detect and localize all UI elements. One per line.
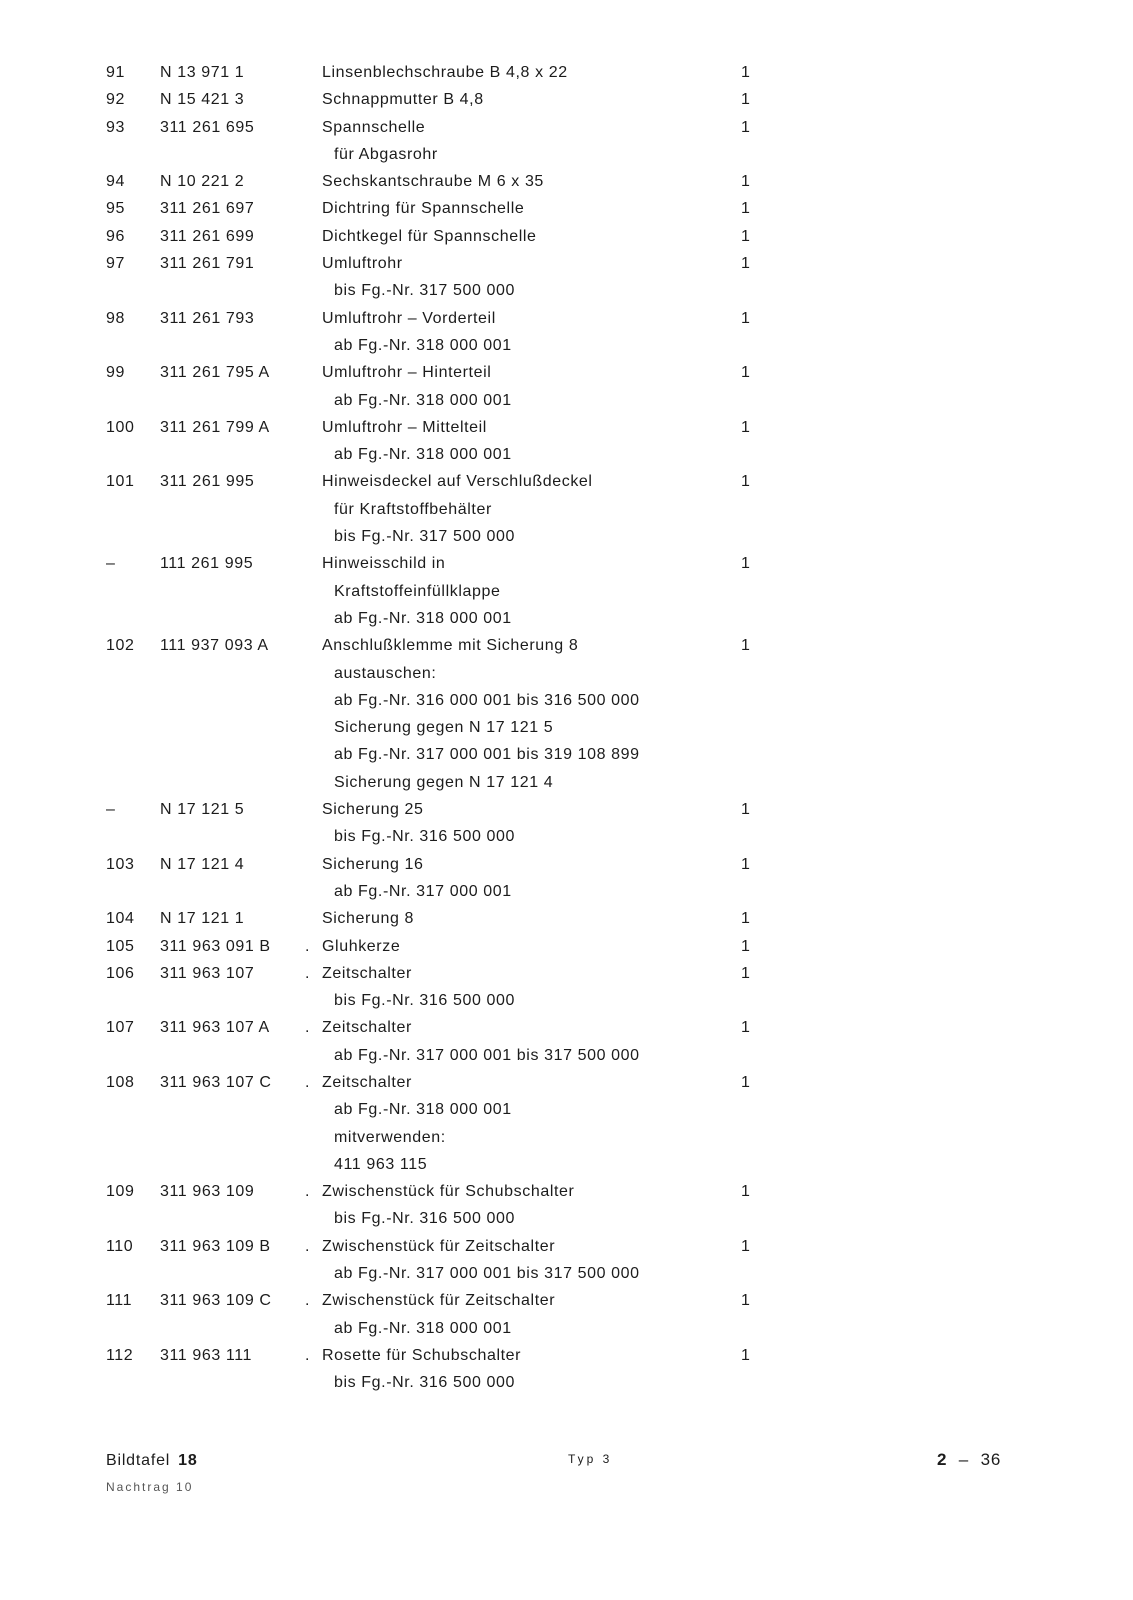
part-row <box>0 1016 1133 1043</box>
part-note: ab Fg.-Nr. 318 000 001 <box>334 1101 512 1119</box>
part-row <box>0 1289 1133 1316</box>
part-row <box>0 1235 1133 1262</box>
part-note-row <box>0 143 1133 170</box>
part-number: 311 963 107 A <box>160 1019 270 1037</box>
part-note-row <box>0 525 1133 552</box>
position-number: 111 <box>106 1292 133 1310</box>
part-note: Kraftstoffeinfüllklappe <box>334 582 501 600</box>
quantity: 1 <box>741 118 751 136</box>
part-note-row <box>0 279 1133 306</box>
part-note: ab Fg.-Nr. 317 000 001 bis 317 500 000 <box>334 1046 640 1064</box>
quantity: 1 <box>741 255 751 273</box>
parts-list <box>0 61 1133 1399</box>
part-note: ab Fg.-Nr. 318 000 001 <box>334 446 512 464</box>
part-note: 411 963 115 <box>334 1155 428 1173</box>
position-number: 93 <box>106 118 125 136</box>
position-number: 110 <box>106 1237 134 1255</box>
part-number: 311 261 791 <box>160 255 255 273</box>
assembly-dot: . <box>305 1019 311 1037</box>
part-number: 311 963 107 C <box>160 1073 272 1091</box>
part-description: Dichtkegel für Spannschelle <box>322 227 537 245</box>
assembly-dot: . <box>305 1183 311 1201</box>
supplement-note: Nachtrag 10 <box>106 1480 194 1494</box>
part-note: bis Fg.-Nr. 316 500 000 <box>334 1374 516 1392</box>
part-note-row <box>0 1262 1133 1289</box>
part-description: Gluhkerze <box>322 937 401 955</box>
assembly-dot: . <box>305 1292 311 1310</box>
part-row <box>0 962 1133 989</box>
part-number: 311 261 695 <box>160 118 255 136</box>
part-description: Umluftrohr – Hinterteil <box>322 364 492 382</box>
quantity: 1 <box>741 1346 751 1364</box>
part-note: bis Fg.-Nr. 317 500 000 <box>334 528 516 546</box>
part-note-row <box>0 498 1133 525</box>
part-description: Umluftrohr – Mittelteil <box>322 418 487 436</box>
part-note-row <box>0 743 1133 770</box>
part-row <box>0 116 1133 143</box>
plate-label-line <box>106 1452 198 1470</box>
plate-number: 18 <box>178 1452 198 1469</box>
position-number: 103 <box>106 855 135 873</box>
part-number: 311 261 995 <box>160 473 255 491</box>
position-number: 97 <box>106 255 125 273</box>
part-row <box>0 634 1133 661</box>
part-description: Umluftrohr – Vorderteil <box>322 309 496 327</box>
part-description: Sicherung 8 <box>322 910 414 928</box>
part-description: Zwischenstück für Zeitschalter <box>322 1292 556 1310</box>
part-number: 111 261 995 <box>160 555 254 573</box>
position-number: 105 <box>106 937 135 955</box>
part-number: 311 963 107 <box>160 964 255 982</box>
part-number: 311 963 109 B <box>160 1237 271 1255</box>
quantity: 1 <box>741 555 751 573</box>
part-note: ab Fg.-Nr. 318 000 001 <box>334 336 512 354</box>
assembly-dot: . <box>305 1073 311 1091</box>
part-note-row <box>0 389 1133 416</box>
part-description: Umluftrohr <box>322 255 403 273</box>
part-note: ab Fg.-Nr. 317 000 001 bis 319 108 899 <box>334 746 640 764</box>
part-note-row <box>0 989 1133 1016</box>
part-note: ab Fg.-Nr. 317 000 001 <box>334 882 512 900</box>
part-row <box>0 552 1133 579</box>
position-number: 106 <box>106 964 135 982</box>
part-note-row <box>0 1207 1133 1234</box>
part-note: ab Fg.-Nr. 318 000 001 <box>334 1319 512 1337</box>
position-number: 92 <box>106 91 125 109</box>
part-note: bis Fg.-Nr. 316 500 000 <box>334 828 516 846</box>
part-row <box>0 798 1133 825</box>
position-number: 100 <box>106 418 135 436</box>
part-number: N 13 971 1 <box>160 64 245 81</box>
page-number <box>937 1450 1001 1470</box>
page-prefix: 2 <box>937 1450 948 1469</box>
assembly-dot: . <box>305 1346 311 1364</box>
position-number: 94 <box>106 173 125 191</box>
part-row <box>0 88 1133 115</box>
quantity: 1 <box>741 91 751 109</box>
part-number: N 17 121 4 <box>160 855 245 873</box>
part-description: Zeitschalter <box>322 1073 412 1091</box>
part-note: bis Fg.-Nr. 317 500 000 <box>334 282 516 300</box>
plate-label: Bildtafel <box>106 1452 171 1469</box>
part-row <box>0 416 1133 443</box>
part-number: 311 963 109 <box>160 1183 255 1201</box>
quantity: 1 <box>741 1183 751 1201</box>
part-note: bis Fg.-Nr. 316 500 000 <box>334 992 516 1010</box>
position-number: 98 <box>106 309 125 327</box>
position-number: 107 <box>106 1019 135 1037</box>
part-description: Spannschelle <box>322 118 426 136</box>
part-note-row <box>0 580 1133 607</box>
part-row <box>0 935 1133 962</box>
part-note-row <box>0 1126 1133 1153</box>
position-number: 91 <box>106 64 125 81</box>
part-note-row <box>0 334 1133 361</box>
page-suffix: 36 <box>980 1450 1002 1469</box>
part-description: Linsenblechschraube B 4,8 x 22 <box>322 64 568 81</box>
part-note: ab Fg.-Nr. 318 000 001 <box>334 391 512 409</box>
part-note: austauschen: <box>334 664 437 682</box>
part-row <box>0 470 1133 497</box>
quantity: 1 <box>741 910 751 928</box>
part-description: Rosette für Schubschalter <box>322 1346 522 1364</box>
part-number: N 17 121 5 <box>160 801 245 819</box>
part-row <box>0 61 1133 88</box>
quantity: 1 <box>741 855 751 873</box>
position-number: 108 <box>106 1073 135 1091</box>
part-number: 311 261 795 A <box>160 364 270 382</box>
part-note: ab Fg.-Nr. 318 000 001 <box>334 609 512 627</box>
quantity: 1 <box>741 1237 751 1255</box>
part-row <box>0 1344 1133 1371</box>
position-number: 96 <box>106 227 125 245</box>
quantity: 1 <box>741 364 751 382</box>
part-note-row <box>0 662 1133 689</box>
part-row <box>0 225 1133 252</box>
part-row <box>0 361 1133 388</box>
part-description: Sicherung 16 <box>322 855 424 873</box>
quantity: 1 <box>741 173 751 191</box>
quantity: 1 <box>741 801 751 819</box>
position-number: 99 <box>106 364 125 382</box>
position-number: – <box>106 801 116 819</box>
quantity: 1 <box>741 1019 751 1037</box>
part-number: 311 963 111 <box>160 1346 253 1364</box>
quantity: 1 <box>741 309 751 327</box>
part-note: für Kraftstoffbehälter <box>334 500 492 518</box>
part-row <box>0 907 1133 934</box>
part-note-row <box>0 689 1133 716</box>
position-number: 112 <box>106 1346 134 1364</box>
quantity: 1 <box>741 964 751 982</box>
quantity: 1 <box>741 227 751 245</box>
part-row <box>0 252 1133 279</box>
assembly-dot: . <box>305 1237 311 1255</box>
part-note: bis Fg.-Nr. 316 500 000 <box>334 1210 516 1228</box>
part-number: 111 937 093 A <box>160 637 269 655</box>
part-row <box>0 1071 1133 1098</box>
part-description: Zeitschalter <box>322 1019 412 1037</box>
part-note-row <box>0 1153 1133 1180</box>
position-number: 101 <box>106 473 135 491</box>
part-description: Sicherung 25 <box>322 801 424 819</box>
part-note: Sicherung gegen N 17 121 5 <box>334 719 554 737</box>
part-number: N 15 421 3 <box>160 91 245 109</box>
part-number: 311 261 697 <box>160 200 255 218</box>
part-note-row <box>0 1098 1133 1125</box>
part-description: Sechskantschraube M 6 x 35 <box>322 173 544 191</box>
part-description: Zeitschalter <box>322 964 412 982</box>
part-note-row <box>0 771 1133 798</box>
part-note-row <box>0 1044 1133 1071</box>
part-description: Hinweisdeckel auf Verschlußdeckel <box>322 473 593 491</box>
part-number: 311 261 699 <box>160 227 255 245</box>
part-note-row <box>0 716 1133 743</box>
part-description: Zwischenstück für Zeitschalter <box>322 1237 556 1255</box>
part-note-row <box>0 443 1133 470</box>
quantity: 1 <box>741 473 751 491</box>
part-note: ab Fg.-Nr. 317 000 001 bis 317 500 000 <box>334 1265 640 1283</box>
part-number: 311 261 793 <box>160 309 255 327</box>
part-note: für Abgasrohr <box>334 145 438 163</box>
quantity: 1 <box>741 64 751 81</box>
part-row <box>0 307 1133 334</box>
part-description: Zwischenstück für Schubschalter <box>322 1183 575 1201</box>
part-row <box>0 197 1133 224</box>
quantity: 1 <box>741 418 751 436</box>
part-row <box>0 853 1133 880</box>
part-number: 311 261 799 A <box>160 418 270 436</box>
part-note-row <box>0 1371 1133 1398</box>
assembly-dot: . <box>305 964 311 982</box>
position-number: 104 <box>106 910 135 928</box>
quantity: 1 <box>741 200 751 218</box>
part-row <box>0 1180 1133 1207</box>
quantity: 1 <box>741 937 751 955</box>
part-note-row <box>0 880 1133 907</box>
quantity: 1 <box>741 1073 751 1091</box>
position-number: 109 <box>106 1183 135 1201</box>
part-note: ab Fg.-Nr. 316 000 001 bis 316 500 000 <box>334 691 640 709</box>
part-description: Schnappmutter B 4,8 <box>322 91 484 109</box>
part-note: Sicherung gegen N 17 121 4 <box>334 773 554 791</box>
part-number: 311 963 091 B <box>160 937 271 955</box>
part-description: Anschlußklemme mit Sicherung 8 <box>322 637 579 655</box>
part-description: Hinweisschild in <box>322 555 446 573</box>
part-note-row <box>0 607 1133 634</box>
part-note-row <box>0 825 1133 852</box>
position-number: – <box>106 555 116 573</box>
part-row <box>0 170 1133 197</box>
part-number: N 10 221 2 <box>160 173 245 191</box>
quantity: 1 <box>741 637 751 655</box>
page-separator: – <box>958 1450 970 1469</box>
part-description: Dichtring für Spannschelle <box>322 200 525 218</box>
quantity: 1 <box>741 1292 751 1310</box>
assembly-dot: . <box>305 937 311 955</box>
part-number: N 17 121 1 <box>160 910 245 928</box>
part-note-row <box>0 1317 1133 1344</box>
part-number: 311 963 109 C <box>160 1292 272 1310</box>
position-number: 95 <box>106 200 125 218</box>
type-label: Typ 3 <box>568 1452 613 1466</box>
part-note: mitverwenden: <box>334 1128 446 1146</box>
position-number: 102 <box>106 637 135 655</box>
